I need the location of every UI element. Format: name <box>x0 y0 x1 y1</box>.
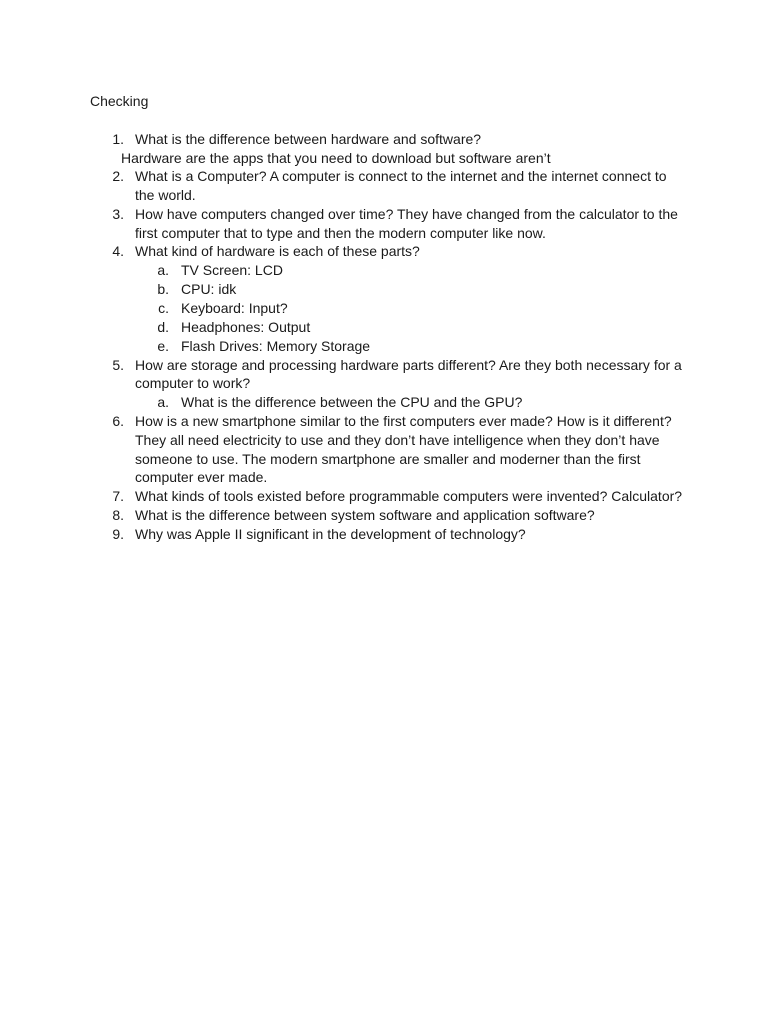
question-text: Why was Apple II significant in the development of technology? <box>135 526 526 542</box>
sub-item-text: Keyboard: Input? <box>181 300 288 316</box>
question-number: 3. <box>112 206 124 222</box>
document-title: Checking <box>90 93 149 109</box>
question-text: first computer that to type and then the modern computer like now. <box>135 225 546 241</box>
question-number: 4. <box>112 243 124 259</box>
question-text: What is the difference between system software and application software? <box>135 507 595 523</box>
question-text: What is the difference between hardware and software? <box>135 131 482 147</box>
question-text: computer ever made. <box>135 469 268 485</box>
question-text: the world. <box>135 187 196 203</box>
sub-item-text: CPU: idk <box>181 281 237 297</box>
question-number: 8. <box>112 507 124 523</box>
question-text: How are storage and processing hardware parts different? Are they both necessary for a <box>135 357 682 373</box>
sub-item-letter: c. <box>158 300 169 316</box>
sub-item-text: Flash Drives: Memory Storage <box>181 338 371 354</box>
sub-item-text: TV Screen: LCD <box>181 262 283 278</box>
answer-text: Hardware are the apps that you need to download but software aren’t <box>121 150 551 166</box>
sub-item-letter: a. <box>157 394 169 410</box>
sub-item-text: Headphones: Output <box>181 319 311 335</box>
sub-item-letter: b. <box>157 281 169 297</box>
question-text: What kind of hardware is each of these parts? <box>135 243 420 259</box>
question-text: How is a new smartphone similar to the first computers ever made? How is it different? <box>135 413 672 429</box>
question-number: 6. <box>112 413 124 429</box>
question-number: 9. <box>112 526 124 542</box>
question-text: computer to work? <box>135 375 251 391</box>
sub-item-text: What is the difference between the CPU and the GPU? <box>181 394 523 410</box>
question-text: They all need electricity to use and they don’t have intelligence when they don’t have <box>135 432 660 448</box>
sub-item-letter: a. <box>157 262 169 278</box>
sub-item-letter: e. <box>157 338 169 354</box>
question-text: What kinds of tools existed before programmable computers were invented? Calculator? <box>135 488 683 504</box>
question-number: 2. <box>112 168 124 184</box>
question-number: 7. <box>112 488 124 504</box>
sub-item-letter: d. <box>157 319 169 335</box>
question-text: someone to use. The modern smartphone are smaller and moderner than the first <box>135 451 641 467</box>
question-text: What is a Computer? A computer is connect to the internet and the internet connect to <box>135 168 667 184</box>
question-text: How have computers changed over time? They have changed from the calculator to the <box>135 206 678 222</box>
question-number: 5. <box>112 357 124 373</box>
question-number: 1. <box>112 131 124 147</box>
